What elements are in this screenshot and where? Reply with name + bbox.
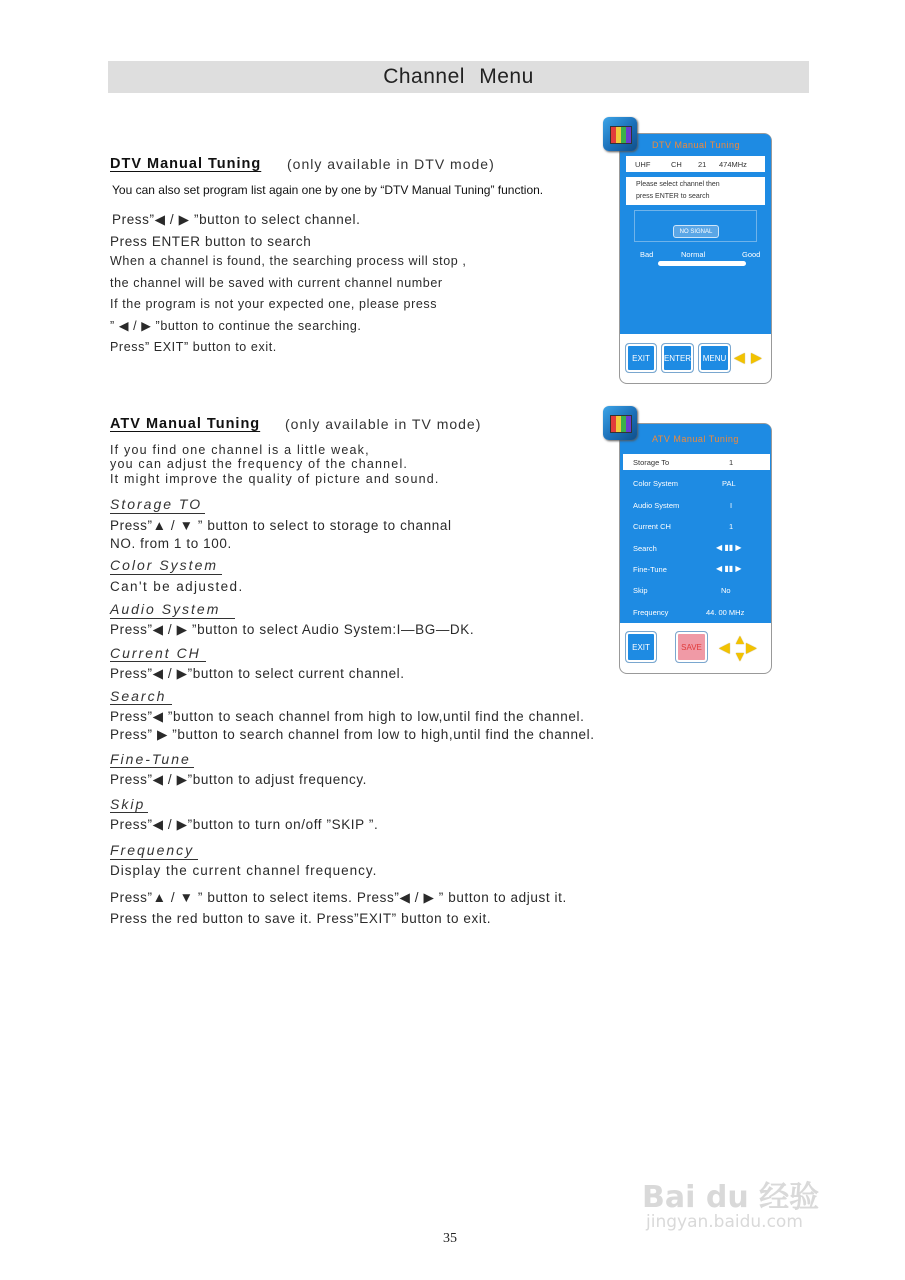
left-arrow-icon: ◀ bbox=[719, 639, 730, 655]
dtv-section-note: (only available in DTV mode) bbox=[287, 156, 495, 172]
storage-to-heading: Storage TO bbox=[110, 496, 203, 512]
underline bbox=[110, 812, 148, 813]
underline bbox=[110, 661, 206, 662]
storage-to-line: Press”▲ / ▼ ” button to select to storage to channal bbox=[110, 518, 452, 533]
atv-screen-title: ATV Manual Tuning bbox=[652, 434, 739, 444]
atv-row-value: PAL bbox=[722, 479, 736, 488]
atv-row-label: Color System bbox=[633, 479, 679, 488]
down-arrow-icon: ▼ bbox=[733, 648, 747, 664]
atv-section-title: ATV Manual Tuning bbox=[110, 416, 261, 432]
no-signal-badge: NO SIGNAL bbox=[673, 225, 719, 238]
baidu-watermark-logo: Bai du 经验 bbox=[642, 1180, 820, 1215]
atv-row-value: 1 bbox=[729, 458, 734, 467]
band-label: UHF bbox=[635, 160, 651, 169]
prompt-line: press ENTER to search bbox=[636, 193, 710, 200]
footer-line: Press”▲ / ▼ ” button to select items. Press”◀ / ▶ ” button to adjust it. bbox=[110, 890, 567, 905]
dtv-line: If the program is not your expected one, please press bbox=[110, 297, 438, 311]
search-heading: Search bbox=[110, 688, 167, 704]
left-arrow-icon: ◀ bbox=[734, 349, 745, 365]
signal-good-label: Good bbox=[742, 250, 761, 259]
dtv-line: When a channel is found, the searching process will stop , bbox=[110, 254, 467, 268]
atv-row-label: Fine-Tune bbox=[633, 565, 667, 574]
underline bbox=[110, 513, 205, 514]
page-title: Channel Menu bbox=[108, 61, 809, 93]
atv-row-label: Current CH bbox=[633, 522, 671, 531]
atv-row-value: 1 bbox=[729, 522, 734, 531]
exit-button[interactable]: EXIT bbox=[625, 343, 657, 373]
exit-button[interactable]: EXIT bbox=[625, 631, 657, 663]
atv-row-value: 44. 00 MHz bbox=[706, 608, 745, 617]
atv-row-label: Skip bbox=[633, 586, 648, 595]
underline bbox=[110, 859, 198, 860]
ch-label: CH bbox=[671, 160, 682, 169]
dtv-line: Press”◀ / ▶ ”button to select channel. bbox=[112, 212, 361, 227]
frequency-line: Display the current channel frequency. bbox=[110, 863, 378, 878]
search-line: Press” ▶ ”button to search channel from low to high,until find the channel. bbox=[110, 727, 595, 742]
tv-menu-icon bbox=[603, 406, 637, 440]
baidu-watermark-url: jingyan.baidu.com bbox=[646, 1212, 803, 1232]
right-arrow-icon: ▶ bbox=[751, 349, 762, 365]
atv-section-note: (only available in TV mode) bbox=[285, 416, 482, 432]
atv-row-value: No bbox=[721, 586, 731, 595]
dtv-section-title: DTV Manual Tuning bbox=[110, 156, 262, 172]
atv-intro-line: It might improve the quality of picture and sound. bbox=[110, 472, 440, 486]
footer-line: Press the red button to save it. Press”EXIT” button to exit. bbox=[110, 911, 492, 926]
dtv-line: ” ◀ / ▶ ”button to continue the searching. bbox=[110, 319, 362, 333]
skip-line: Press”◀ / ▶”button to turn on/off ”SKIP ”. bbox=[110, 817, 379, 832]
color-system-heading: Color System bbox=[110, 557, 219, 573]
fine-tune-line: Press”◀ / ▶”button to adjust frequency. bbox=[110, 772, 368, 787]
underline bbox=[110, 618, 235, 619]
current-ch-line: Press”◀ / ▶”button to select current channel. bbox=[110, 666, 405, 681]
atv-row-value[interactable]: ◀ ▮▮ ▶ bbox=[716, 543, 742, 552]
dtv-line: Press” EXIT” button to exit. bbox=[110, 340, 277, 354]
atv-row-label: Search bbox=[633, 544, 657, 553]
audio-system-line: Press”◀ / ▶ ”button to select Audio System:I—BG—DK. bbox=[110, 622, 475, 637]
atv-row-label: Storage To bbox=[633, 458, 670, 467]
dtv-line: Press ENTER button to search bbox=[110, 234, 312, 249]
color-system-line: Can't be adjusted. bbox=[110, 579, 244, 594]
up-arrow-icon: ▲ bbox=[733, 631, 747, 647]
enter-button[interactable]: ENTER bbox=[661, 343, 694, 373]
atv-screen-panel bbox=[619, 423, 772, 674]
frequency-heading: Frequency bbox=[110, 842, 195, 858]
atv-row-label: Frequency bbox=[633, 608, 669, 617]
atv-row-value[interactable]: ◀ ▮▮ ▶ bbox=[716, 564, 742, 573]
atv-row-label: Audio System bbox=[633, 501, 680, 510]
skip-heading: Skip bbox=[110, 796, 146, 812]
right-arrow-icon: ▶ bbox=[746, 639, 757, 655]
dtv-channel-bar bbox=[626, 156, 765, 172]
signal-box bbox=[634, 210, 757, 242]
underline bbox=[110, 574, 222, 575]
page-number: 35 bbox=[443, 1231, 457, 1246]
dtv-line: the channel will be saved with current channel number bbox=[110, 276, 443, 290]
fine-tune-heading: Fine-Tune bbox=[110, 751, 191, 767]
dtv-screen-title: DTV Manual Tuning bbox=[652, 140, 741, 150]
search-line: Press”◀ ”button to seach channel from high to low,until find the channel. bbox=[110, 709, 585, 724]
signal-strength-bar bbox=[658, 261, 746, 266]
tv-menu-icon bbox=[603, 117, 637, 151]
dtv-line: You can also set program list again one by one by “DTV Manual Tuning” function. bbox=[112, 183, 544, 197]
signal-normal-label: Normal bbox=[681, 250, 706, 259]
atv-intro-line: If you find one channel is a little weak, bbox=[110, 443, 370, 457]
menu-button[interactable]: MENU bbox=[698, 343, 731, 373]
freq-value: 474MHz bbox=[719, 160, 747, 169]
current-ch-heading: Current CH bbox=[110, 645, 201, 661]
prompt-line: Please select channel then bbox=[636, 181, 720, 188]
signal-bad-label: Bad bbox=[640, 250, 654, 259]
storage-to-line: NO. from 1 to 100. bbox=[110, 536, 232, 551]
save-button[interactable]: SAVE bbox=[675, 631, 708, 663]
audio-system-heading: Audio System bbox=[110, 601, 221, 617]
atv-intro-line: you can adjust the frequency of the channel. bbox=[110, 457, 409, 471]
atv-row-value: I bbox=[730, 501, 733, 510]
dtv-screen-panel bbox=[619, 133, 772, 384]
underline bbox=[110, 704, 172, 705]
dtv-prompt-box bbox=[626, 177, 765, 205]
underline bbox=[110, 767, 194, 768]
ch-value: 21 bbox=[698, 160, 707, 169]
